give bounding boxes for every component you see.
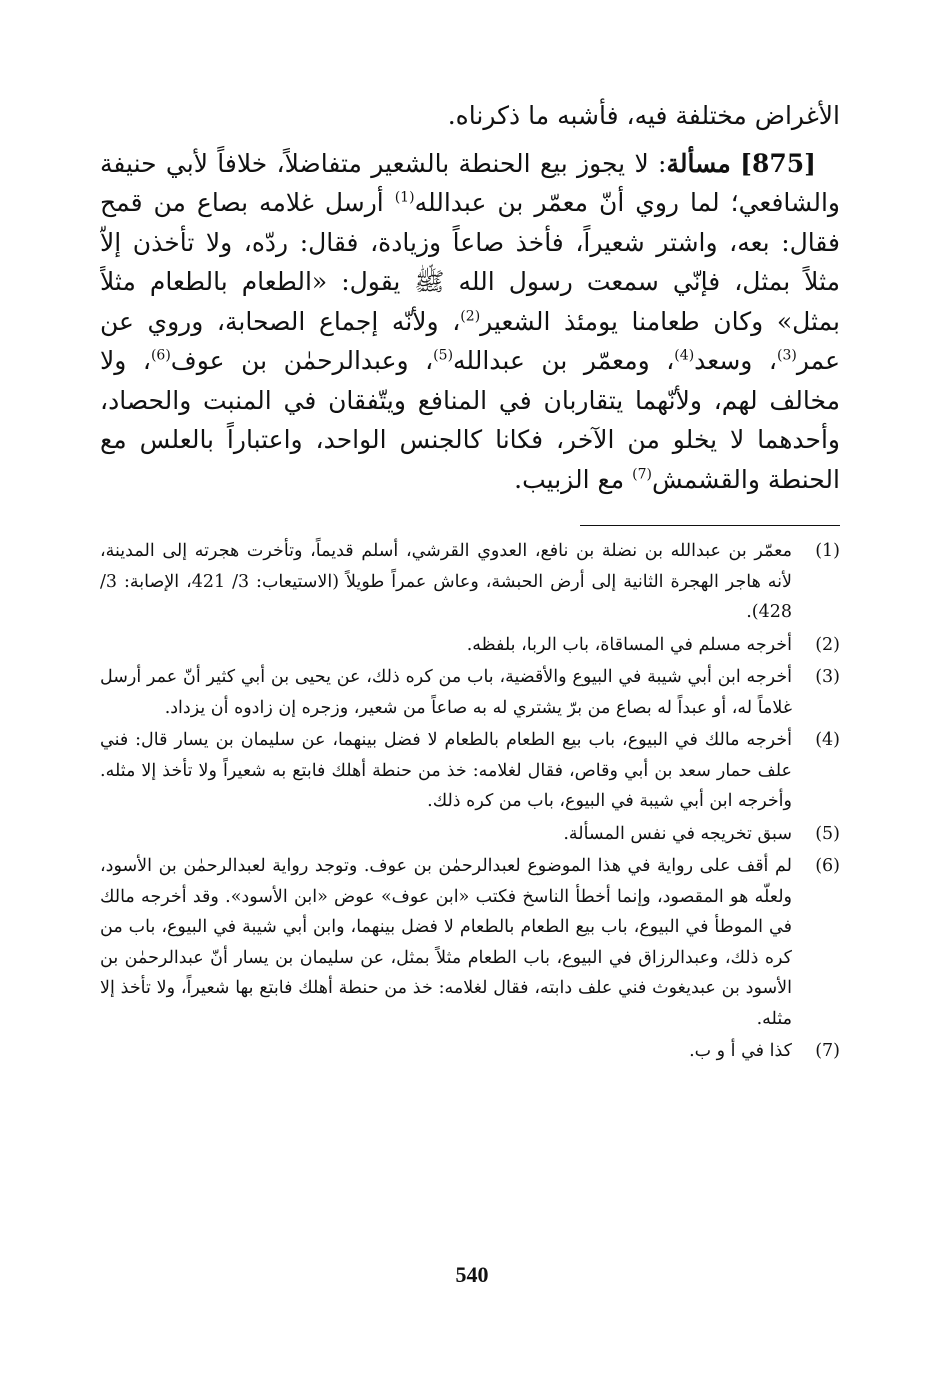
footnote <box>100 1036 840 1067</box>
paragraph-text: ، ومعمّر بن عبدالله <box>453 346 675 375</box>
footnote-text: أخرجه مسلم في المساقاة، باب الربا، بلفظه. <box>466 634 792 655</box>
paragraph-text: ، ولأنّه إجماع الصحابة، وروي عن عمر <box>100 306 840 375</box>
footnote-text: أخرجه مالك في البيوع، باب بيع الطعام بالطعام لا فضل بينهما، عن سليمان بن يسار قال: فني علف حمار سعد بن أبي وقاص، فقال لغلامه: خذ من حنطة أهلك فابتع به شعيراً ولا تأخذ إلا مثله. وأخرجه ابن أبي شيبة في البيوع، باب من كره ذلك. <box>100 730 792 811</box>
footnote <box>100 851 840 1034</box>
footnote-number: (1) <box>815 541 840 561</box>
footnote-divider <box>580 525 840 526</box>
footnote-ref: (2) <box>460 308 481 325</box>
continuation-line: الأغراض مختلفة فيه، فأشبه ما ذكرناه. <box>447 101 840 130</box>
footnote-text: لم أقف على رواية في هذا الموضوع لعبدالرحمٰن بن عوف. وتوجد رواية لعبدالرحمٰن بن الأسود، ولعلّه هو المقصود، وإنما أخطأ الناسخ فكتب «ابن عوف» عوض «ابن الأسود». وقد أخرجه مالك في الموطأ في البيوع، باب بيع الطعام بالطعام لا فضل بينهما، وابن أبي شيبة في البيوع، باب من كره ذلك، وعبدالرزاق في البيوع، باب الطعام مثلاً بمثل، عن سليمان بن يسار أنّ عبدالرحمٰن بن الأسود بن عبديغوث فني علف دابته، فقال لغلامه: خذ من حنطة أهلك فابتع بها شعيراً، ولا تأخذ إلا مثله. <box>100 856 792 1029</box>
footnote-ref: (4) <box>674 347 695 364</box>
footnote <box>100 725 840 817</box>
paragraph-text: ، وسعد <box>694 346 777 375</box>
footnote-number: (6) <box>815 856 840 876</box>
footnotes-list <box>100 536 840 1067</box>
footnote-number: (7) <box>815 1041 840 1061</box>
paragraph-text: ، ولا مخالف لهم، ولأنّهما يتقاربان في المنافع ويتّفقان في المنبت والحصاد، وأحدهما لا يخلو من الآخر، فكانا كالجنس الواحد، واعتباراً بالعلس مع الحنطة والقشمش <box>100 346 840 494</box>
footnote-text: كذا في أ و ب. <box>689 1041 792 1061</box>
footnote-ref: (1) <box>394 189 415 206</box>
document-page <box>100 96 840 1306</box>
footnote-ref: (3) <box>776 347 797 364</box>
footnote-number: (3) <box>815 667 840 687</box>
footnote-ref: (7) <box>632 466 652 483</box>
page-number: 540 <box>455 1262 489 1287</box>
footnote <box>100 630 840 661</box>
issue-number: [875] <box>740 148 817 178</box>
main-text <box>100 96 840 499</box>
footnote <box>100 819 840 850</box>
footnote <box>100 536 840 628</box>
paragraph-text: : لا يجوز بيع الحنطة بالشعير متفاضلاً، خلافاً لأبي حنيفة والشافعي؛ لما روي أنّ معمّر بن عبدالله <box>100 148 840 217</box>
footnote-number: (4) <box>815 730 840 750</box>
paragraph-text: مع الزبيب. <box>514 464 633 494</box>
footnote-ref: (5) <box>433 347 454 364</box>
issue-paragraph <box>100 144 840 500</box>
paragraph-text: ، وعبدالرحمٰن بن عوف <box>170 346 434 375</box>
footnote-number: (5) <box>815 823 840 844</box>
issue-label: مسألة <box>666 148 731 178</box>
paragraph-text: أرسل غلامه بصاع من قمح فقال: بعه، واشتر شعيراً، فأخذ صاعاً وزيادة، فقال: ردّه، ولا تأخذن إلاّ مثلاً بمثل، فإنّي سمعت رسول الله ﷺ يقول: «الطعام بالطعام مثلاً بمثل» وكان طعامنا يومئذ الشعير <box>100 188 840 336</box>
footnote-ref: (6) <box>150 347 171 364</box>
footnote-text: أخرجه ابن أبي شيبة في البيوع والأقضية، باب من كره ذلك، عن يحيى بن أبي كثير أنّ عمر أرسل غلاماً له، أو عبداً له بصاع من برّ يشتري له به صاعاً من شعير، وزجره إن زادوه أن يزداد. <box>100 667 792 718</box>
footnote-text: معمّر بن عبدالله بن نضلة بن نافع، العدوي القرشي، أسلم قديماً، وتأخرت هجرته إلى المدينة، لأنه هاجر الهجرة الثانية إلى أرض الحبشة، وعاش عمراً طويلاً (الاستيعاب: 3/ 421، الإصابة: 3/ 428). <box>100 541 792 622</box>
footnote-number: (2) <box>815 634 840 655</box>
footnote-text: سبق تخريجه في نفس المسألة. <box>563 823 792 844</box>
footnote <box>100 662 840 723</box>
